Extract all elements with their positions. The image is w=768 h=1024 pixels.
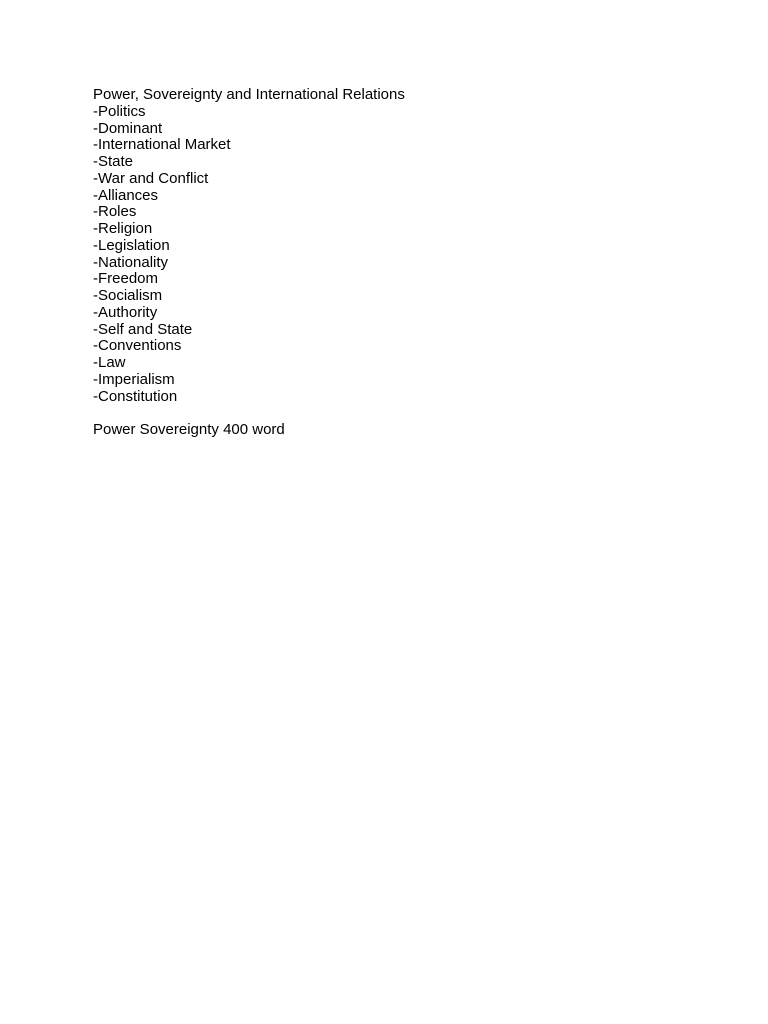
list-item-alliances: -Alliances	[93, 186, 159, 204]
list-item-conventions: -Conventions	[93, 337, 182, 355]
list-item-war-and-conflict: -War and Conflict	[93, 169, 209, 187]
paragraph-spacer	[93, 405, 693, 422]
list-item-legislation: -Legislation	[93, 236, 170, 254]
footer-line: Power Sovereignty 400 word	[93, 421, 285, 439]
list-item-freedom: -Freedom	[93, 270, 159, 288]
list-item-state: -State	[93, 153, 134, 170]
list-item-imperialism: -Imperialism	[93, 370, 175, 388]
document-content	[93, 87, 693, 439]
list-item-socialism: -Socialism	[93, 287, 163, 304]
list-item-self-and-state: -Self and State	[93, 320, 193, 338]
list-item-religion: -Religion	[93, 220, 153, 237]
document-title: Power, Sovereignty and International Relations	[93, 86, 405, 103]
list-item-politics: -Politics	[93, 102, 146, 120]
list-item-international-market: -International Market	[93, 136, 231, 154]
list-item-nationality: -Nationality	[93, 253, 169, 271]
list-item-constitution: -Constitution	[93, 387, 178, 405]
list-item-law: -Law	[93, 354, 126, 371]
list-item-roles: -Roles	[93, 203, 137, 221]
list-item-authority: -Authority	[93, 303, 158, 321]
list-item-dominant: -Dominant	[93, 119, 163, 137]
